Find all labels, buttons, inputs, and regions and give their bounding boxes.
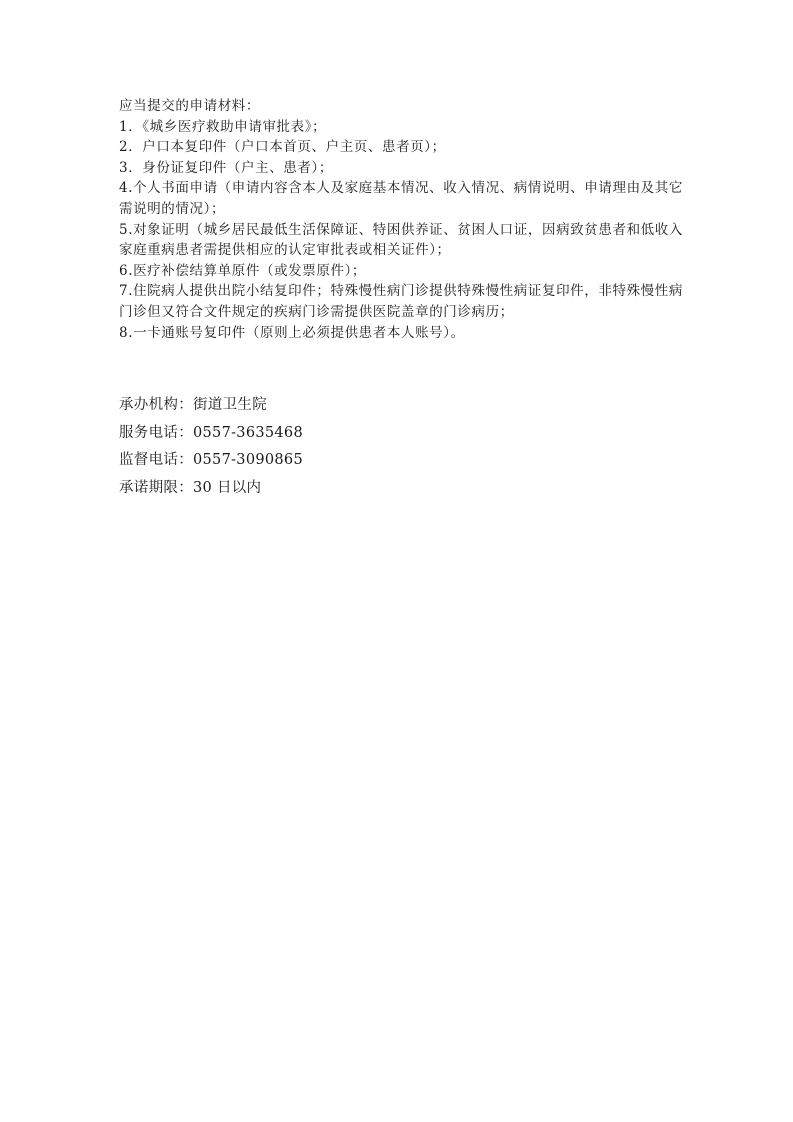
supervision-phone-line: 监督电话：0557-3090865	[119, 452, 303, 468]
material-item-3: 3．身份证复印件（户主、患者）；	[119, 159, 333, 176]
contact-info-section	[119, 392, 619, 502]
material-item-7: 7.住院病人提供出院小结复印件；特殊慢性病门诊提供特殊慢性病证复印件，非特殊慢性病门诊但又符合文件规定的疾病门诊需提供医院盖章的门诊病历；	[119, 283, 683, 320]
material-item-5: 5.对象证明（城乡居民最低生活保障证、特困供养证、贫困人口证，因病致贫患者和低收入家庭重病患者需提供相应的认定审批表或相关证件）；	[119, 221, 683, 259]
agency-line: 承办机构：街道卫生院	[119, 397, 267, 413]
material-item-8: 8.一卡通账号复印件（原则上必须提供患者本人账号）。	[119, 324, 465, 341]
material-item-2: 2．户口本复印件（户口本首页、户主页、患者页）；	[119, 139, 446, 156]
material-item-1: 1．《城乡医疗救助申请审批表》；	[119, 118, 327, 135]
material-item-6: 6.医疗补偿结算单原件（或发票原件）；	[119, 262, 367, 279]
deadline-line: 承诺期限：30 日以内	[119, 479, 262, 496]
material-item-4: 4.个人书面申请（申请内容含本人及家庭基本情况、收入情况、病情说明、申请理由及其它需说明的情况）；	[119, 180, 683, 217]
service-phone-line: 服务电话：0557-3635468	[119, 424, 303, 441]
application-materials-section	[119, 96, 694, 343]
materials-heading: 应当提交的申请材料：	[119, 98, 260, 114]
